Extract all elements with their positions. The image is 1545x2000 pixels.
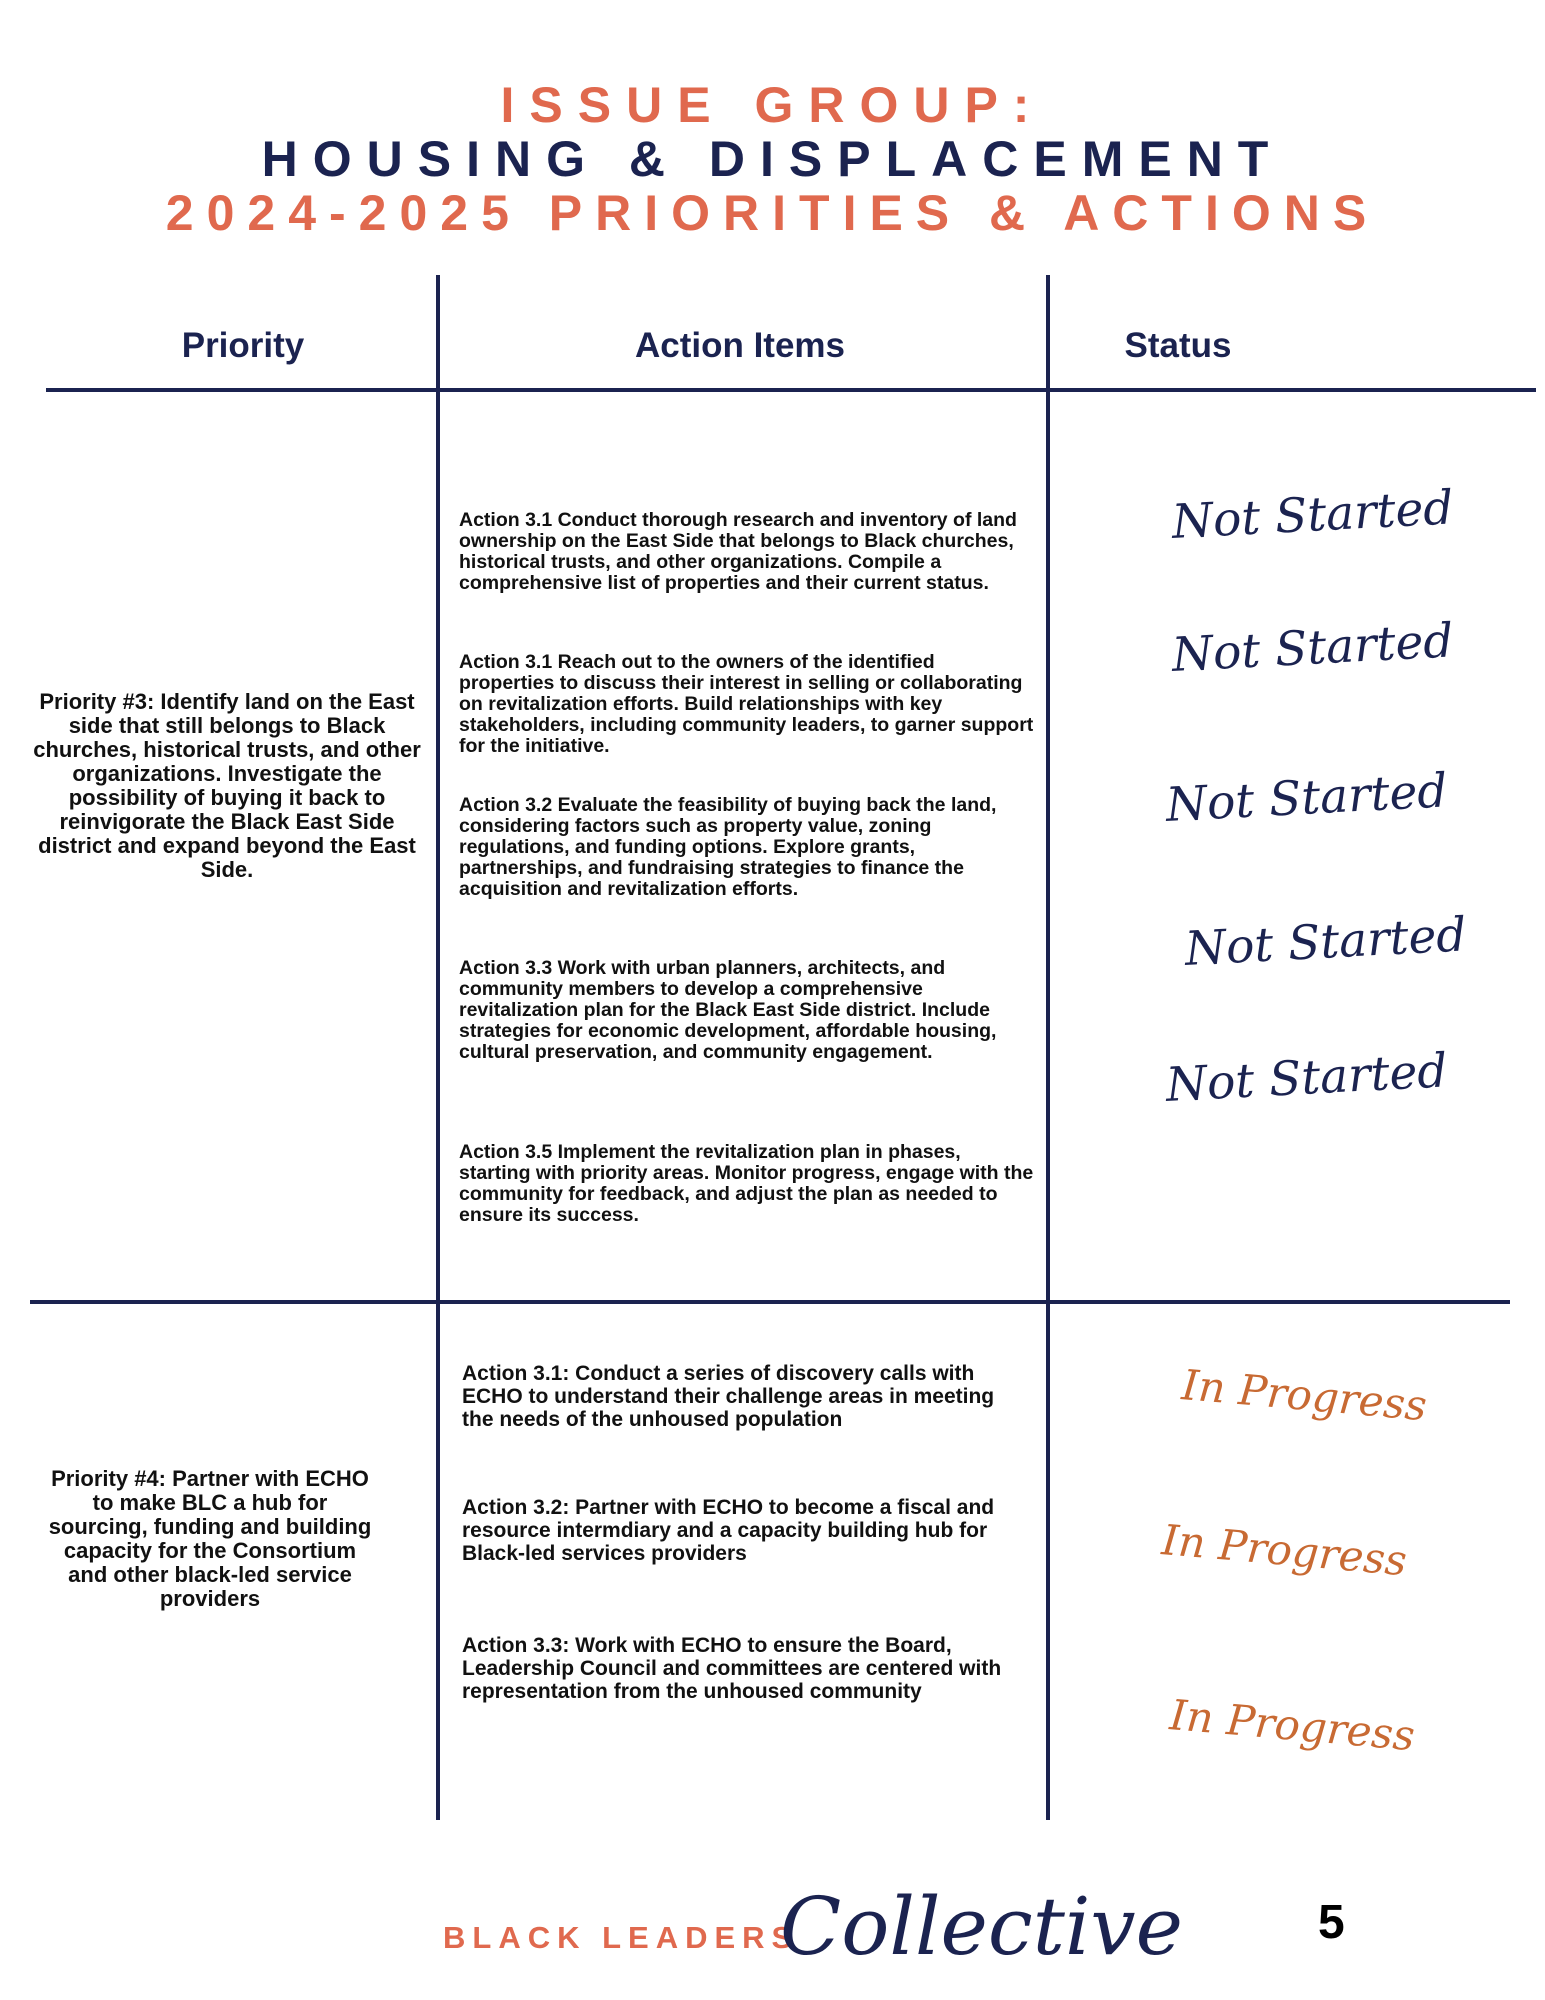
action-item: Action 3.5 Implement the revitalization plan in phases, starting with priority areas. Monitor progress, engage with the community for feedback, and adjust the plan as needed to ensure its success. [459, 1141, 1034, 1226]
column-divider-2 [1046, 275, 1050, 1820]
status-label: Not Started [1170, 613, 1455, 683]
action-item: Action 3.3: Work with ECHO to ensure the Board, Leadership Council and committees are centered with representation from the unhoused community [462, 1634, 1002, 1703]
status-label: Not Started [1170, 480, 1455, 550]
title-line-2: HOUSING & DISPLACEMENT [261, 131, 1284, 187]
page-number: 5 [1318, 1896, 1345, 1949]
action-item: Action 3.1 Conduct thorough research and inventory of land ownership on the East Side that belongs to Black churches, historical trusts, and other organizations. Compile a comprehensive list of properties and their current status. [459, 509, 1017, 594]
priority-3-text: Priority #3: Identify land on the East side that still belongs to Black churches, historical trusts, and other organizations. Investigate the possibility of buying it back to reinvigorate the Black East Side district and expand beyond the East Side. [33, 689, 421, 882]
header-rule [46, 388, 1536, 392]
status-label: Not Started [1183, 907, 1468, 977]
priority-4-text: Priority #4: Partner with ECHO to make BLC a hub for sourcing, funding and building capacity for the Consortium and other black-led service providers [48, 1466, 372, 1611]
column-header-status: Status [1124, 326, 1232, 365]
title-line-1: ISSUE GROUP: [500, 77, 1045, 133]
action-item: Action 3.1: Conduct a series of discovery calls with ECHO to understand their challenge areas in meeting the needs of the unhoused population [462, 1362, 995, 1431]
action-item: Action 3.2: Partner with ECHO to become a fiscal and resource intermdiary and a capacity building hub for Black-led services providers [462, 1496, 995, 1565]
status-label: In Progress [1167, 1690, 1417, 1761]
footer-brand-logo: Collective [780, 1880, 1183, 1973]
footer-brand-left: BLACK LEADERS [443, 1920, 800, 1955]
title-line-3: 2024-2025 PRIORITIES & ACTIONS [165, 185, 1380, 241]
action-item: Action 3.1 Reach out to the owners of the identified properties to discuss their interest in selling or collaborating on revitalization efforts. Build relationships with key stakeholders, including community leaders, to garner support for the initiative. [459, 651, 1034, 757]
status-label: Not Started [1164, 763, 1449, 833]
column-header-action-items: Action Items [634, 326, 846, 365]
status-label: In Progress [1159, 1515, 1409, 1586]
action-item: Action 3.2 Evaluate the feasibility of buying back the land, considering factors such as property value, zoning regulations, and funding options. Explore grants, partnerships, and fundraising strategies to finance the acquisition and revitalization efforts. [459, 794, 997, 900]
action-item: Action 3.3 Work with urban planners, architects, and community members to develop a comprehensive revitalization plan for the Black East Side district. Include strategies for economic development, affordable housing, cultural preservation, and community engagement. [459, 957, 997, 1063]
status-label: Not Started [1164, 1043, 1449, 1113]
column-divider-1 [436, 275, 440, 1820]
status-label: In Progress [1179, 1360, 1429, 1431]
row-divider [30, 1300, 1510, 1304]
column-header-priority: Priority [181, 326, 305, 365]
